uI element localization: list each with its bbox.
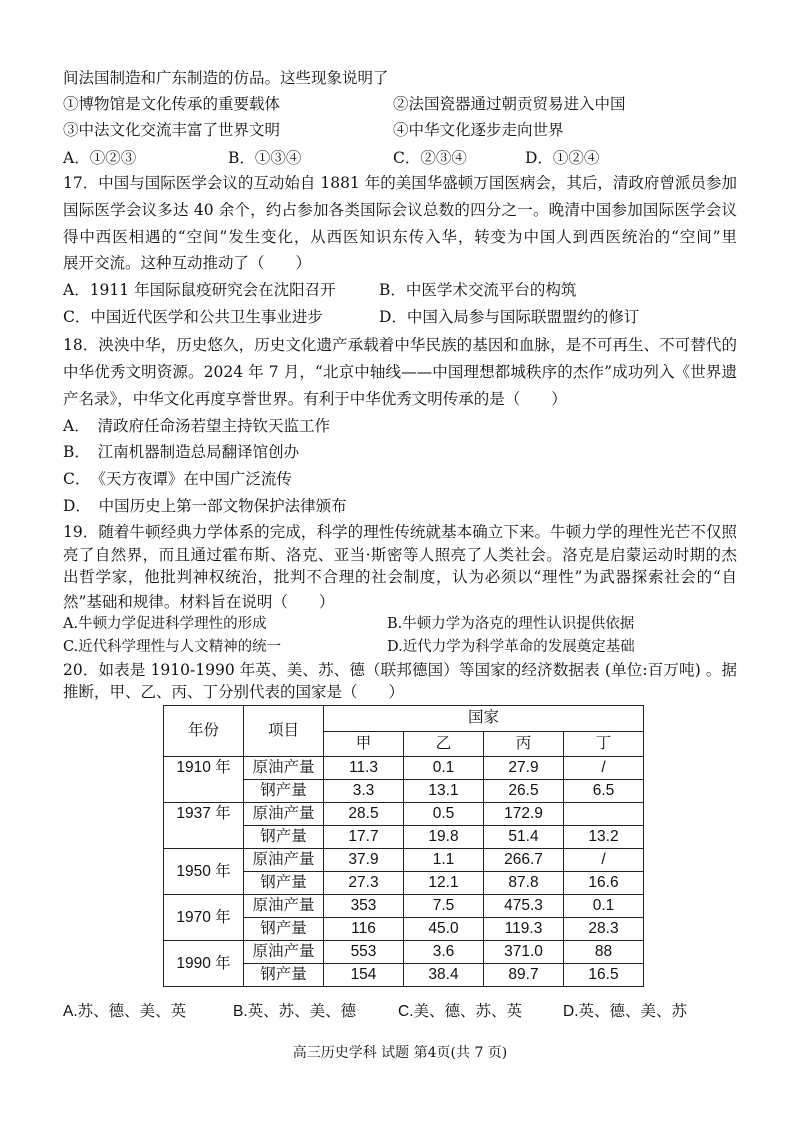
item-cell: 原油产量 xyxy=(244,757,324,780)
value-cell: 1.1 xyxy=(404,849,484,872)
value-cell: 13.1 xyxy=(404,780,484,803)
value-cell: 27.9 xyxy=(484,757,564,780)
value-cell: 28.3 xyxy=(564,918,644,941)
q17-option-a: A．1911 年国际鼠疫研究会在沈阳召开 xyxy=(63,281,336,299)
value-cell: 12.1 xyxy=(404,872,484,895)
q20-stem-line: 推断，甲、乙、丙、丁分别代表的国家是（ ） xyxy=(63,683,405,701)
q16-item-1: ①博物馆是文化传承的重要载体 xyxy=(63,95,281,113)
economic-data-table xyxy=(163,705,644,987)
item-cell: 原油产量 xyxy=(244,941,324,964)
value-cell: 19.8 xyxy=(404,826,484,849)
item-cell: 钢产量 xyxy=(244,826,324,849)
q19-option-a: A.牛顿力学促进科学理性的形成 xyxy=(63,616,267,632)
value-cell: 0.1 xyxy=(564,895,644,918)
q18-stem-line: 产名录》，中华文化再度享誉世界。有利于中华优秀文明传承的是（ ） xyxy=(63,390,567,408)
q16-option-d: D．①②④ xyxy=(525,149,600,167)
value-cell: 11.3 xyxy=(324,757,404,780)
table-row xyxy=(164,895,644,918)
q20-option-c: C.美、德、苏、英 xyxy=(398,1003,523,1020)
item-cell: 钢产量 xyxy=(244,872,324,895)
q18-option-c: C． 《天方夜谭》在中国广泛流传 xyxy=(63,470,292,488)
header-country: 国家 xyxy=(324,706,644,732)
table-row xyxy=(164,849,644,872)
value-cell: 51.4 xyxy=(484,826,564,849)
table-row xyxy=(164,803,644,826)
value-cell: 88 xyxy=(564,941,644,964)
q18-stem-line: 18．泱泱中华，历史悠久，历史文化遗产承载着中华民族的基因和血脉，是不可再生、不可替代的 xyxy=(63,336,737,354)
table-row xyxy=(164,757,644,780)
value-cell: 13.2 xyxy=(564,826,644,849)
year-cell: 1910 年 xyxy=(164,757,244,803)
q19-option-c: C.近代科学理性与人文精神的统一 xyxy=(63,639,282,655)
q17-stem-line: 17．中国与国际医学会议的互动始自 1881 年的美国华盛顿万国医病会，其后，清政府曾派员参加 xyxy=(63,174,737,192)
value-cell: 116 xyxy=(324,918,404,941)
q19-stem-line: 然”基础和规律。材料旨在说明（ ） xyxy=(63,593,335,611)
header-country-yi: 乙 xyxy=(404,731,484,757)
header-country-ding: 丁 xyxy=(564,731,644,757)
header-year: 年份 xyxy=(164,706,244,757)
value-cell: 37.9 xyxy=(324,849,404,872)
q17-stem-line: 国际医学会议多达 40 余个，约占参加各类国际会议总数的四分之一。晚清中国参加国际医学会议 xyxy=(63,201,737,219)
q20-option-d: D.英、德、美、苏 xyxy=(563,1003,688,1020)
value-cell: 28.5 xyxy=(324,803,404,826)
item-cell: 钢产量 xyxy=(244,918,324,941)
item-cell: 原油产量 xyxy=(244,803,324,826)
value-cell: 0.5 xyxy=(404,803,484,826)
year-cell: 1990 年 xyxy=(164,941,244,987)
value-cell: 119.3 xyxy=(484,918,564,941)
header-country-jia: 甲 xyxy=(324,731,404,757)
value-cell: 38.4 xyxy=(404,964,484,987)
page-footer: 高三历史学科 试题 第4页(共 7 页) xyxy=(292,1045,508,1061)
value-cell xyxy=(564,803,644,826)
value-cell: 16.6 xyxy=(564,872,644,895)
header-item: 项目 xyxy=(244,706,324,757)
item-cell: 原油产量 xyxy=(244,895,324,918)
value-cell: 7.5 xyxy=(404,895,484,918)
table-body xyxy=(164,757,644,987)
value-cell: 353 xyxy=(324,895,404,918)
header-country-bing: 丙 xyxy=(484,731,564,757)
q17-option-b: B．中医学术交流平台的构筑 xyxy=(379,281,577,299)
q19-stem-line: 亮了自然界，而且通过霍布斯、洛克、亚当·斯密等人照亮了人类社会。洛克是启蒙运动时期的杰 xyxy=(63,546,737,564)
year-cell: 1937 年 xyxy=(164,803,244,849)
value-cell: 475.3 xyxy=(484,895,564,918)
q16-option-a: A．①②③ xyxy=(63,149,137,167)
q17-stem-line: 得中西医相遇的“空间”发生变化，从西医知识东传入华，转变为中国人到西医统治的“空间”里 xyxy=(63,228,737,246)
value-cell: 89.7 xyxy=(484,964,564,987)
q17-option-d: D．中国入局参与国际联盟盟约的修订 xyxy=(379,308,640,326)
q16-item-2: ②法国瓷器通过朝贡贸易进入中国 xyxy=(393,95,626,113)
item-cell: 原油产量 xyxy=(244,849,324,872)
q18-option-d: D． 中国历史上第一部文物保护法律颁布 xyxy=(63,497,347,515)
q18-stem-line: 中华优秀文明资源。2024 年 7 月，“北京中轴线——中国理想都城秩序的杰作”成功列入《世界遗 xyxy=(63,363,737,381)
value-cell: 6.5 xyxy=(564,780,644,803)
value-cell: 26.5 xyxy=(484,780,564,803)
value-cell: 87.8 xyxy=(484,872,564,895)
q19-stem-line: 19．随着牛顿经典力学体系的完成，科学的理性传统就基本确立下来。牛顿力学的理性光芒不仅照 xyxy=(63,523,737,541)
q19-option-d: D.近代力学为科学革命的发展奠定基础 xyxy=(387,639,635,655)
year-cell: 1970 年 xyxy=(164,895,244,941)
value-cell: 3.6 xyxy=(404,941,484,964)
q20-stem-line: 20．如表是 1910-1990 年英、美、苏、德（联邦德国）等国家的经济数据表 (单位:百万吨) 。据 xyxy=(63,661,737,679)
table-row xyxy=(164,941,644,964)
q16-option-b: B．①③④ xyxy=(228,149,302,167)
q20-option-a: A.苏、德、美、英 xyxy=(63,1003,187,1020)
q17-option-c: C．中国近代医学和公共卫生事业进步 xyxy=(63,308,323,326)
q18-option-a: A． 清政府任命汤若望主持钦天监工作 xyxy=(63,417,330,435)
q19-option-b: B.牛顿力学为洛克的理性认识提供依据 xyxy=(387,616,635,632)
value-cell: 16.5 xyxy=(564,964,644,987)
value-cell: 3.3 xyxy=(324,780,404,803)
item-cell: 钢产量 xyxy=(244,964,324,987)
value-cell: 371.0 xyxy=(484,941,564,964)
value-cell: 553 xyxy=(324,941,404,964)
q20-option-b: B.英、苏、美、德 xyxy=(233,1003,357,1020)
q16-option-c: C．②③④ xyxy=(393,149,467,167)
year-cell: 1950 年 xyxy=(164,849,244,895)
value-cell: 0.1 xyxy=(404,757,484,780)
value-cell: 266.7 xyxy=(484,849,564,872)
q17-stem-line: 展开交流。这种互动推动了（ ） xyxy=(63,254,312,272)
q16-stem-tail: 间法国制造和广东制造的仿品。这些现象说明了 xyxy=(63,69,389,87)
value-cell: 17.7 xyxy=(324,826,404,849)
value-cell: 27.3 xyxy=(324,872,404,895)
q16-item-3: ③中法文化交流丰富了世界文明 xyxy=(63,121,281,139)
value-cell: / xyxy=(564,849,644,872)
item-cell: 钢产量 xyxy=(244,780,324,803)
q16-item-4: ④中华文化逐步走向世界 xyxy=(393,121,564,139)
q19-stem-line: 出哲学家，他批判神权统治，批判不合理的社会制度，认为必须以“理性”为武器探索社会的“自 xyxy=(63,568,737,586)
value-cell: 172.9 xyxy=(484,803,564,826)
value-cell: 154 xyxy=(324,964,404,987)
value-cell: 45.0 xyxy=(404,918,484,941)
q18-option-b: B． 江南机器制造总局翻译馆创办 xyxy=(63,443,300,461)
value-cell: / xyxy=(564,757,644,780)
